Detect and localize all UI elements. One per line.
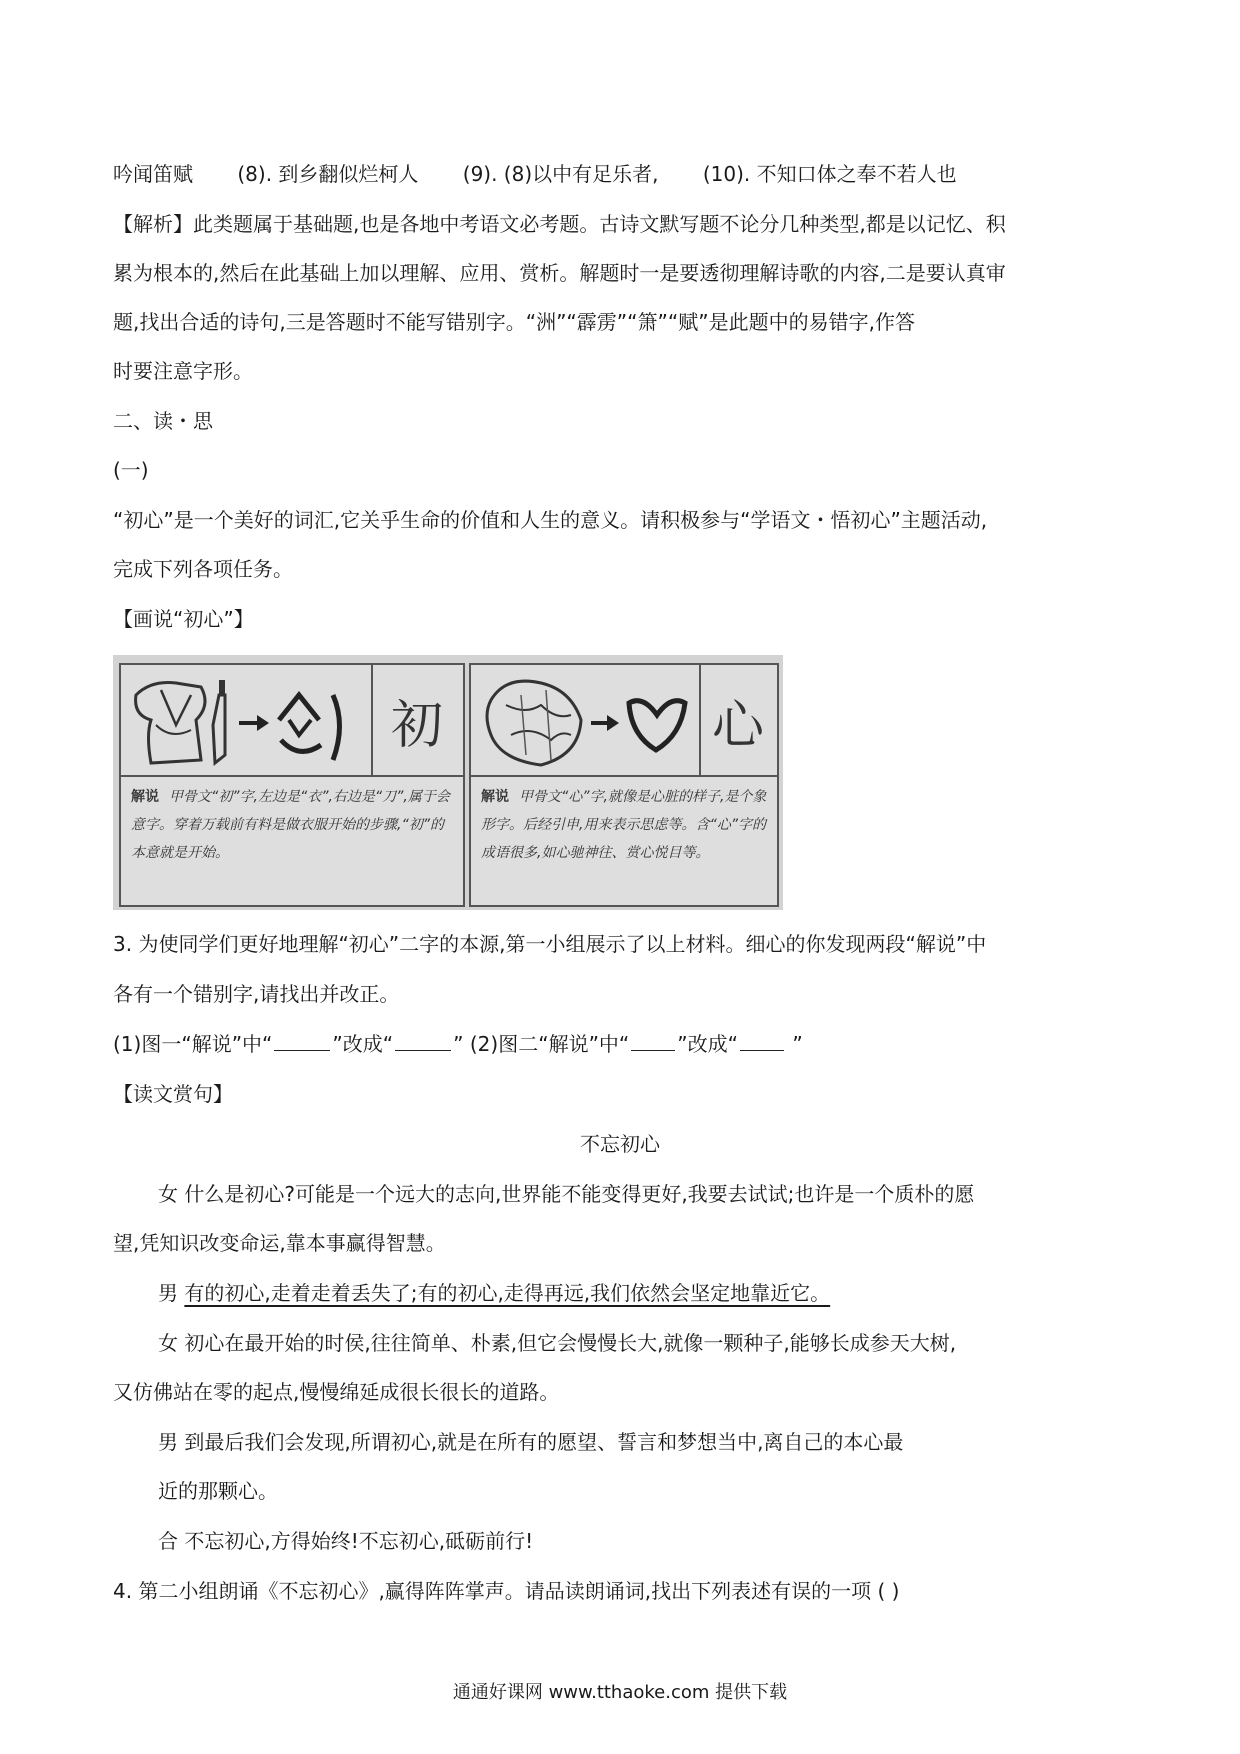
together-line: 合 不忘初心,方得始终!不忘初心,砥砺前行!	[158, 1529, 534, 1553]
analysis-line-3: 题,找出合适的诗句,三是答题时不能写错别字。“洲”“霹雳”“箫”“赋”是此题中的易错字,作答	[113, 310, 915, 334]
blank-correct-char-1[interactable]	[395, 1030, 451, 1051]
subsection-label: (一)	[113, 458, 149, 482]
figure-panel-xin	[469, 663, 779, 907]
figure-panel-chu	[119, 663, 465, 907]
female-line-1a: 女 什么是初心?可能是一个远大的志向,世界能不能变得更好,我要去试试;也许是一个质朴的愿	[158, 1182, 975, 1206]
poem-title: 不忘初心	[580, 1132, 660, 1156]
blank-prompt-4: ”改成“	[677, 1032, 739, 1056]
male-role: 男	[158, 1281, 185, 1305]
female-line-1b: 望,凭知识改变命运,靠本事赢得智慧。	[113, 1231, 446, 1255]
oracle-bone-xin-image	[471, 665, 701, 775]
male-line-2b: 近的那颗心。	[158, 1479, 278, 1503]
caption-xin	[481, 783, 769, 867]
answer-line	[113, 160, 957, 188]
female-line-2b: 又仿佛站在零的起点,慢慢绵延成很长很长的道路。	[113, 1380, 560, 1404]
blank-prompt-3: ” (2)图二“解说”中“	[453, 1032, 630, 1056]
oracle-bone-chu-image	[121, 665, 373, 775]
page-footer: 通通好课网 www.tthaoke.com 提供下载	[452, 1682, 788, 1703]
caption-label: 解说	[131, 789, 159, 805]
char-chu: 初	[390, 695, 443, 756]
answer-9: (9). (8)以中有足乐者,	[462, 162, 659, 186]
question-3-line-1: 3. 为使同学们更好地理解“初心”二字的本源,第一小组展示了以上材料。细心的你发现两段“解说”中	[113, 932, 987, 956]
question-4: 4. 第二小组朗诵《不忘初心》,赢得阵阵掌声。请品读朗诵词,找出下列表述有误的一项 ( )	[113, 1579, 900, 1603]
read-heading: 【读文赏句】	[113, 1082, 233, 1106]
female-line-2a: 女 初心在最开始的时侯,往往简单、朴素,但它会慢慢长大,就像一颗种子,能够长成参天大树,	[158, 1331, 957, 1355]
male-line-2a: 男 到最后我们会发现,所谓初心,就是在所有的愿望、誓言和梦想当中,离自己的本心最	[158, 1430, 904, 1454]
intro-line-1: “初心”是一个美好的词汇,它关乎生命的价值和人生的意义。请积极参与“学语文・悟初心”主题活动,	[113, 508, 988, 532]
answer-10: (10). 不知口体之奉不若人也	[702, 162, 957, 186]
caption-chu	[131, 783, 455, 867]
char-xin: 心	[711, 695, 764, 756]
analysis-line-4: 时要注意字形。	[113, 359, 253, 383]
analysis-line-2: 累为根本的,然后在此基础上加以理解、应用、赏析。解题时一是要透彻理解诗歌的内容,二是要认真审	[113, 261, 1006, 285]
question-3-line-2: 各有一个错别字,请找出并改正。	[113, 982, 400, 1006]
caption-text: 甲骨文“初”字,左边是“衣”,右边是“刀”,属于会意字。穿着万载前有料是做衣服开始的步骤,“初”的本意就是开始。	[131, 789, 450, 861]
blank-prompt-2: ”改成“	[332, 1032, 394, 1056]
blank-wrong-char-1[interactable]	[274, 1030, 330, 1051]
character-origin-figure	[113, 655, 783, 910]
caption-text: 甲骨文“心”字,就像是心脏的样子,是个象形字。后经引申,用来表示思虑等。含“心”字的成语很多,如心驰神往、赏心悦目等。	[481, 789, 767, 861]
intro-line-2: 完成下列各项任务。	[113, 557, 293, 581]
male-underlined-sentence: 有的初心,走着走着丢失了;有的初心,走得再远,我们依然会坚定地靠近它。	[184, 1281, 831, 1305]
blank-correct-char-2[interactable]	[740, 1030, 784, 1051]
section-heading: 二、读・思	[113, 409, 213, 433]
male-line-1	[158, 1279, 830, 1307]
blank-wrong-char-2[interactable]	[631, 1030, 675, 1051]
question-3-blanks	[113, 1030, 803, 1058]
answer-8: (8). 到乡翻似烂柯人	[237, 162, 419, 186]
answer-7: 吟闻笛赋	[113, 162, 193, 186]
draw-heading: 【画说“初心”】	[113, 607, 254, 631]
analysis-line-1: 【解析】此类题属于基础题,也是各地中考语文必考题。古诗文默写题不论分几种类型,都是以记忆、积	[113, 212, 1006, 236]
blank-prompt-5: ”	[786, 1032, 803, 1056]
caption-label: 解说	[481, 789, 509, 805]
blank-prompt-1: (1)图一“解说”中“	[113, 1032, 273, 1056]
